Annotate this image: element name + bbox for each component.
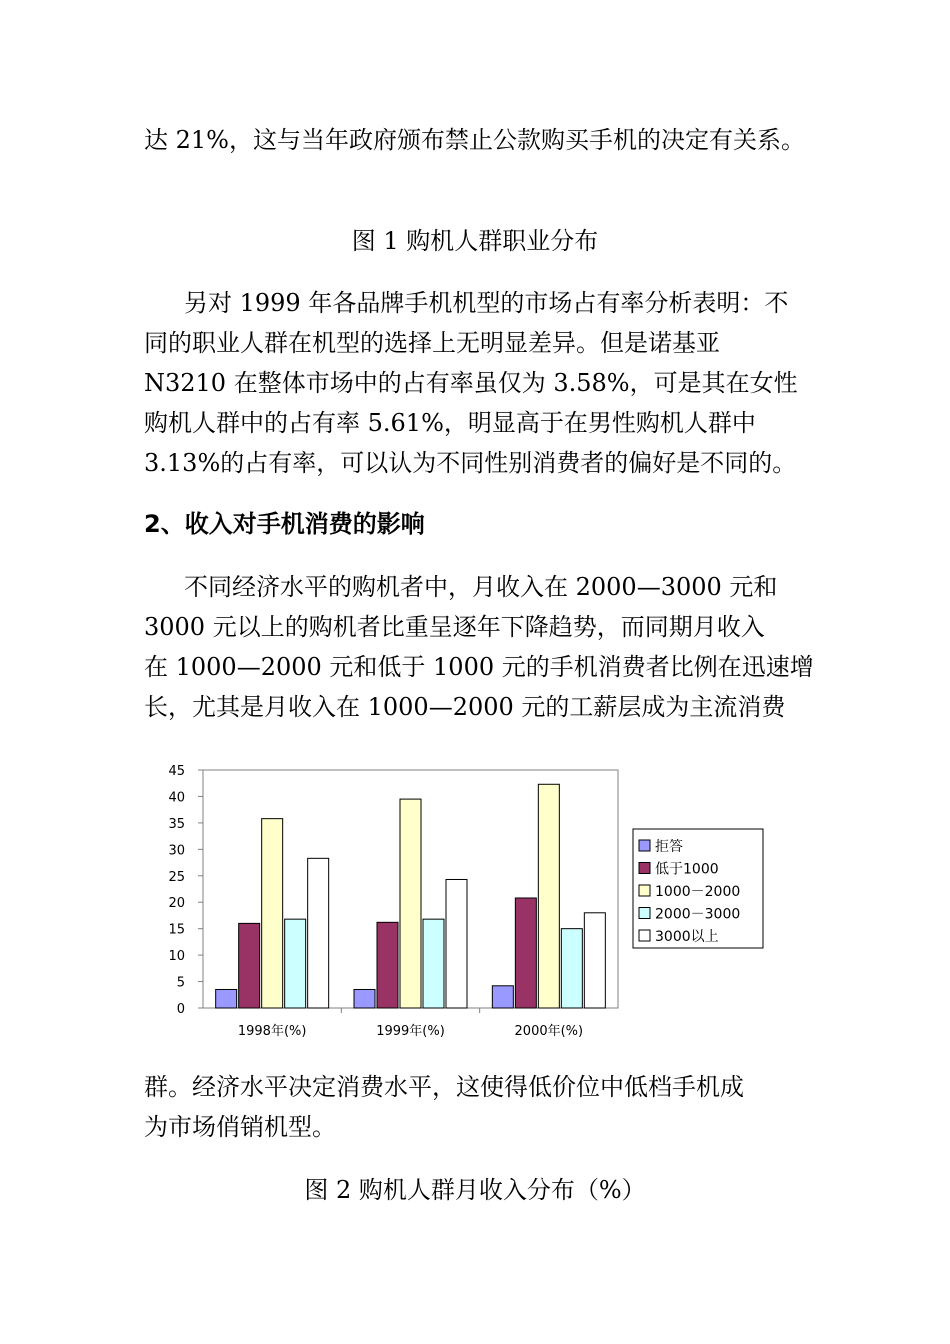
legend-swatch (639, 840, 650, 851)
bar (561, 929, 582, 1008)
legend-swatch (639, 885, 650, 896)
bar (285, 919, 306, 1008)
y-tick-label: 5 (176, 975, 185, 991)
y-tick-label: 15 (168, 922, 185, 938)
x-tick-label: 1998年(%) (237, 1024, 307, 1039)
legend-label: 3000以上 (655, 929, 719, 945)
legend-swatch (639, 908, 650, 919)
y-tick-label: 20 (168, 896, 185, 912)
figure2-caption: 图 2 购机人群月收入分布（%） (304, 1176, 646, 1204)
bar (354, 989, 375, 1008)
legend-label: 1000－2000 (655, 884, 741, 900)
section-heading: 2、收入对手机消费的影响 (144, 510, 425, 538)
legend-label: 2000－3000 (655, 906, 741, 923)
y-tick-label: 0 (176, 1002, 185, 1017)
figure1-caption: 图 1 购机人群职业分布 (351, 227, 599, 255)
paragraph-line: 在 1000—2000 元和低于 1000 元的手机消费者比例在迅速增 (144, 653, 814, 681)
x-tick-label: 1999年(%) (376, 1024, 445, 1039)
legend-label: 低于1000 (655, 861, 719, 878)
bar (446, 879, 467, 1008)
legend-label: 拒答 (655, 839, 683, 855)
y-tick-label: 40 (168, 790, 185, 806)
bar (377, 922, 398, 1008)
paragraph-line: N3210 在整体市场中的占有率虽仅为 3.58%，可是其在女性 (144, 369, 798, 397)
paragraph-line: 不同经济水平的购机者中，月收入在 2000—3000 元和 (184, 573, 778, 601)
y-tick-label: 45 (168, 764, 185, 779)
bar (515, 898, 536, 1008)
y-tick-label: 10 (168, 949, 185, 965)
paragraph-top: 达 21%，这与当年政府颁布禁止公款购买手机的决定有关系。 (144, 126, 805, 154)
bar (584, 913, 605, 1008)
paragraph-line: 另对 1999 年各品牌手机机型的市场占有率分析表明：不 (184, 289, 789, 317)
paragraph-line: 同的职业人群在机型的选择上无明显差异。但是诺基亚 (144, 329, 720, 357)
paragraph-line: 3.13%的占有率，可以认为不同性别消费者的偏好是不同的。 (144, 449, 797, 477)
bar (239, 923, 260, 1008)
bar (262, 819, 283, 1008)
bar (216, 989, 237, 1008)
y-tick-label: 25 (168, 869, 185, 885)
x-tick-label: 2000年(%) (514, 1024, 584, 1039)
paragraph-line: 为市场俏销机型。 (144, 1113, 336, 1141)
bar (492, 986, 513, 1008)
bar (423, 919, 444, 1008)
income-bar-chart (140, 752, 780, 1052)
bar (400, 799, 421, 1008)
paragraph-line: 长，尤其是月收入在 1000—2000 元的工薪层成为主流消费 (144, 693, 786, 721)
y-tick-label: 30 (168, 843, 185, 859)
paragraph-line: 群。经济水平决定消费水平，这使得低价位中低档手机成 (144, 1073, 744, 1101)
bar (538, 784, 559, 1008)
paragraph-line: 购机人群中的占有率 5.61%，明显高于在男性购机人群中 (144, 409, 756, 437)
y-tick-label: 35 (168, 816, 185, 832)
legend-swatch (639, 930, 650, 941)
bar (308, 858, 329, 1008)
paragraph-line: 3000 元以上的购机者比重呈逐年下降趋势，而同期月收入 (144, 613, 765, 641)
legend-swatch (639, 863, 650, 874)
